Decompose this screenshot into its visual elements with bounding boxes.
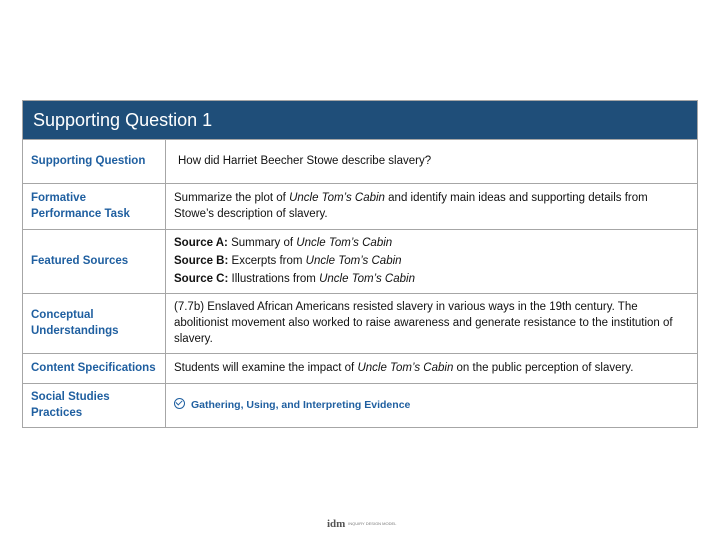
idm-logo bbox=[327, 518, 396, 530]
row-formative-task bbox=[23, 183, 697, 229]
row-featured-sources bbox=[23, 229, 697, 293]
value-featured-sources bbox=[166, 229, 698, 293]
value-conceptual-understandings bbox=[166, 293, 698, 353]
label-featured-sources: Featured Sources bbox=[23, 229, 166, 293]
label-conceptual-understandings: Conceptual Understandings bbox=[23, 293, 166, 353]
content-text-title: Uncle Tom’s Cabin bbox=[357, 362, 454, 374]
label-social-studies-practices: Social Studies Practices bbox=[23, 383, 166, 427]
supporting-question-text: How did Harriet Beecher Stowe describe slavery? bbox=[178, 155, 432, 168]
source-key: Source A: bbox=[174, 237, 228, 249]
source-item bbox=[174, 252, 689, 270]
inquiry-table bbox=[23, 140, 697, 427]
source-key: Source B: bbox=[174, 255, 229, 267]
check-circle-icon bbox=[174, 398, 185, 409]
source-item bbox=[174, 234, 689, 252]
idm-tagline: INQUIRY DESIGN MODEL bbox=[348, 521, 397, 526]
source-key: Source C: bbox=[174, 273, 229, 285]
source-title: Uncle Tom’s Cabin bbox=[319, 273, 415, 285]
source-desc: Summary of bbox=[231, 237, 297, 249]
value-social-studies-practices bbox=[166, 383, 698, 427]
formative-text-after: and identify main ideas and supporting details from Stowe’s description of slavery. bbox=[174, 192, 648, 220]
value-formative-task bbox=[166, 183, 698, 229]
conceptual-text: (7.7b) Enslaved African Americans resisted slavery in various ways in the 19th century. The abolitionist movement also worked to raise awareness and generate resistance to the institution of slavery. bbox=[174, 301, 673, 345]
content-text-before: Students will examine the impact of bbox=[174, 362, 358, 374]
source-title: Uncle Tom’s Cabin bbox=[305, 255, 402, 267]
content-text-after: on the public perception of slavery. bbox=[453, 362, 634, 374]
label-supporting-question: Supporting Question bbox=[23, 140, 166, 183]
value-supporting-question bbox=[166, 140, 698, 183]
value-content-specifications bbox=[166, 353, 698, 383]
formative-text-before: Summarize the plot of bbox=[174, 192, 290, 204]
source-desc: Excerpts from bbox=[231, 255, 306, 267]
row-social-studies-practices bbox=[23, 383, 697, 427]
label-formative-task: Formative Performance Task bbox=[23, 183, 166, 229]
label-content-specifications: Content Specifications bbox=[23, 353, 166, 383]
supporting-question-card bbox=[22, 100, 698, 428]
row-supporting-question bbox=[23, 140, 697, 183]
source-title: Uncle Tom’s Cabin bbox=[296, 237, 393, 249]
source-item bbox=[174, 270, 689, 288]
idm-logo-text: idm bbox=[327, 518, 346, 530]
row-conceptual-understandings bbox=[23, 293, 697, 353]
source-desc: Illustrations from bbox=[231, 273, 320, 285]
row-content-specifications bbox=[23, 353, 697, 383]
practice-text: Gathering, Using, and Interpreting Evidence bbox=[191, 399, 411, 412]
formative-text-title: Uncle Tom’s Cabin bbox=[289, 192, 385, 204]
card-title: Supporting Question 1 bbox=[23, 101, 697, 140]
